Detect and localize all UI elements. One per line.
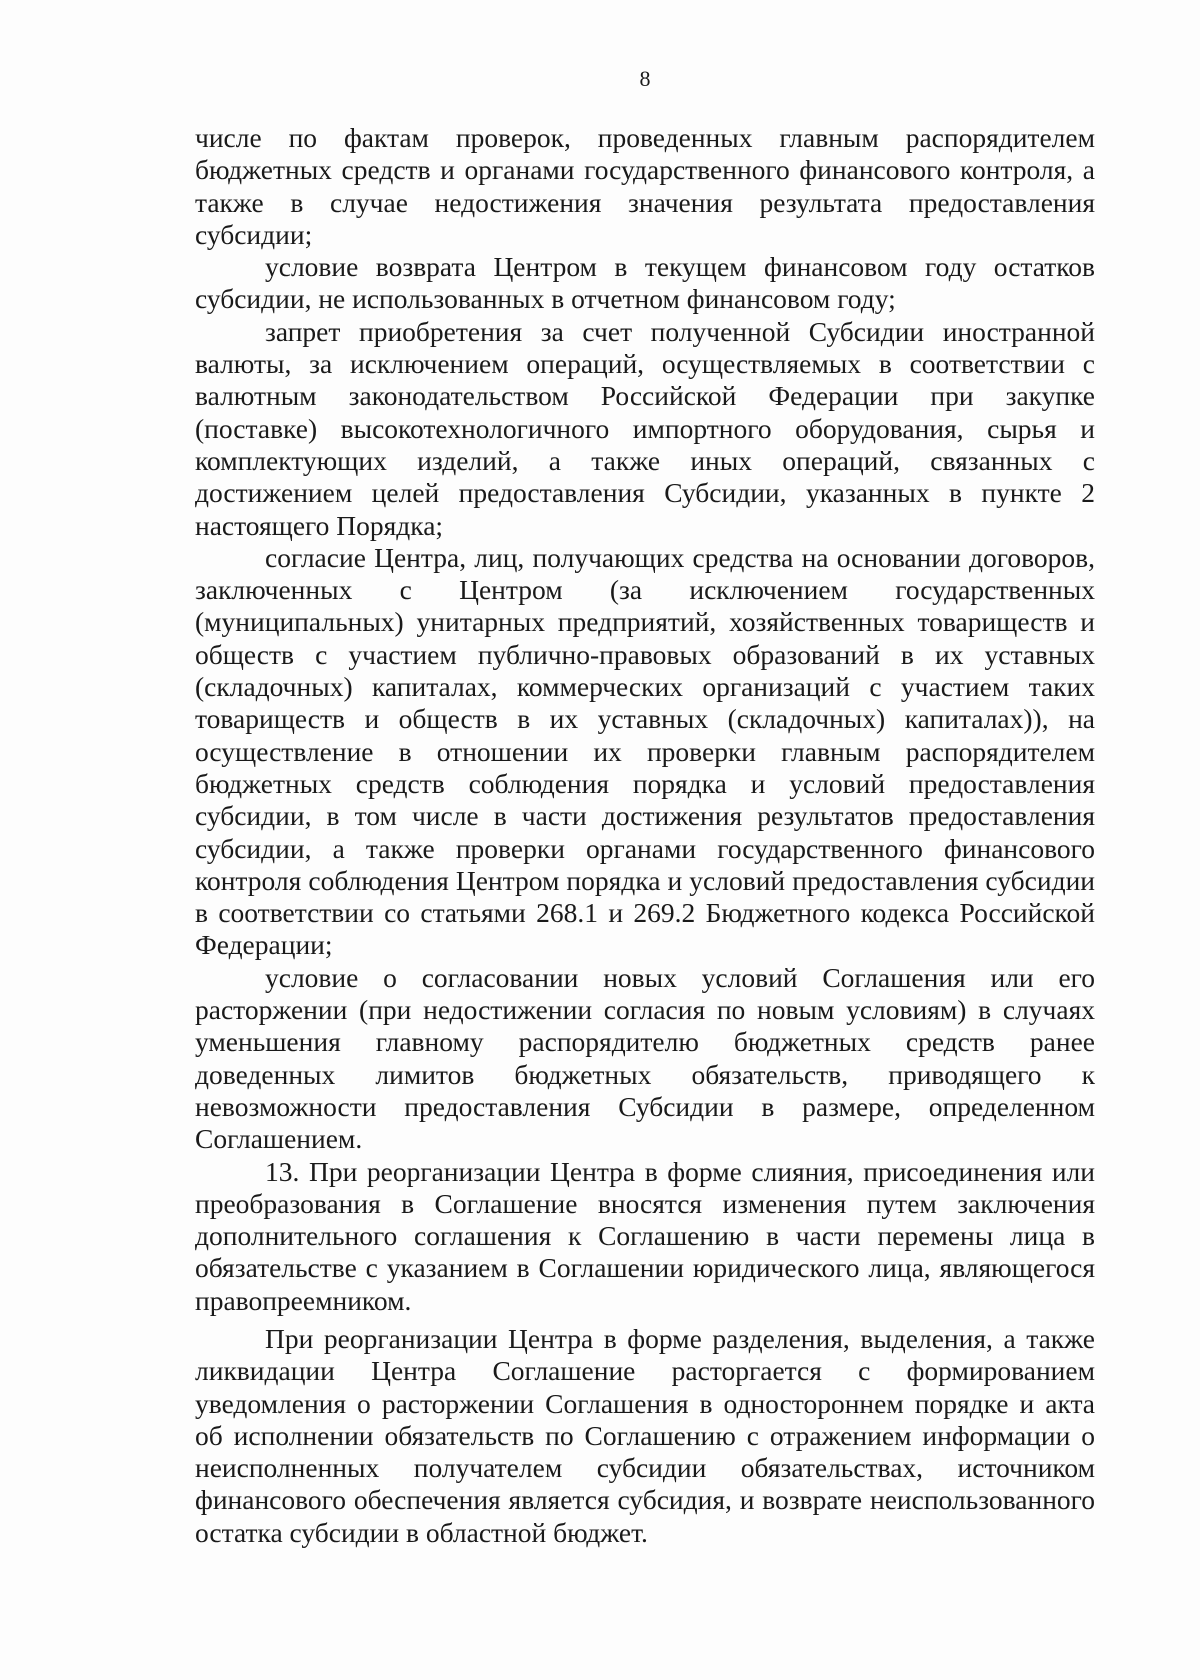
paragraph-liquidation: При реорганизации Центра в форме разделения, выделения, а также ликвидации Центра Соглашение расторгается с формированием уведомления о расторжении Соглашения в одностороннем порядке и акта об исполнении обязательств по Соглашению с отражением информации о неисполненных получателем субсидии обязательствах, источником финансового обеспечения является субсидия, и возврате неиспользованного остатка субсидии в областной бюджет.	[195, 1322, 1095, 1548]
paragraph-currency-ban: запрет приобретения за счет полученной Субсидии иностранной валюты, за исключением операций, осуществляемых в соответствии с валютным законодательством Российской Федерации при закупке (поставке) высокотехнологичного импортного оборудования, сырья и комплектующих изделий, а также иных операций, связанных с достижением целей предоставления Субсидии, указанных в пункте 2 настоящего Порядка;	[195, 315, 1095, 541]
page-number: 8	[639, 66, 651, 91]
document-body	[195, 122, 1095, 1549]
paragraph-subsidy-checks: числе по фактам проверок, проведенных главным распорядителем бюджетных средств и органами государственного финансового контроля, а также в случае недостижения значения результата предоставления субсидии;	[195, 122, 1095, 250]
paragraph-inspection-consent: согласие Центра, лиц, получающих средства на основании договоров, заключенных с Центром (за исключением государственных (муниципальных) унитарных предприятий, хозяйственных товариществ и обществ с участием публично-правовых образований в их уставных (складочных) капиталах, коммерческих организаций с участием таких товариществ и обществ в их уставных (складочных) капиталах)), на осуществление в отношении их проверки главным распорядителем бюджетных средств соблюдения порядка и условий предоставления субсидии, в том числе в части достижения результатов предоставления субсидии, а также проверки органами государственного финансового контроля соблюдения Центром порядка и условий предоставления субсидии в соответствии со статьями 268.1 и 269.2 Бюджетного кодекса Российской Федерации;	[195, 541, 1095, 961]
paragraph-section-13: 13. При реорганизации Центра в форме слияния, присоединения или преобразования в Соглашение вносятся изменения путем заключения дополнительного соглашения к Соглашению в части перемены лица в обязательстве с указанием в Соглашении юридического лица, являющегося правопреемником.	[195, 1155, 1095, 1316]
paragraph-new-conditions: условие о согласовании новых условий Соглашения или его расторжении (при недостижении согласия по новым условиям) в случаях уменьшения главному распорядителю бюджетных средств ранее доведенных лимитов бюджетных обязательств, приводящего к невозможности предоставления Субсидии в размере, определенном Соглашением.	[195, 961, 1095, 1155]
paragraph-return-condition: условие возврата Центром в текущем финансовом году остатков субсидии, не использованных в отчетном финансовом году;	[195, 251, 1095, 315]
